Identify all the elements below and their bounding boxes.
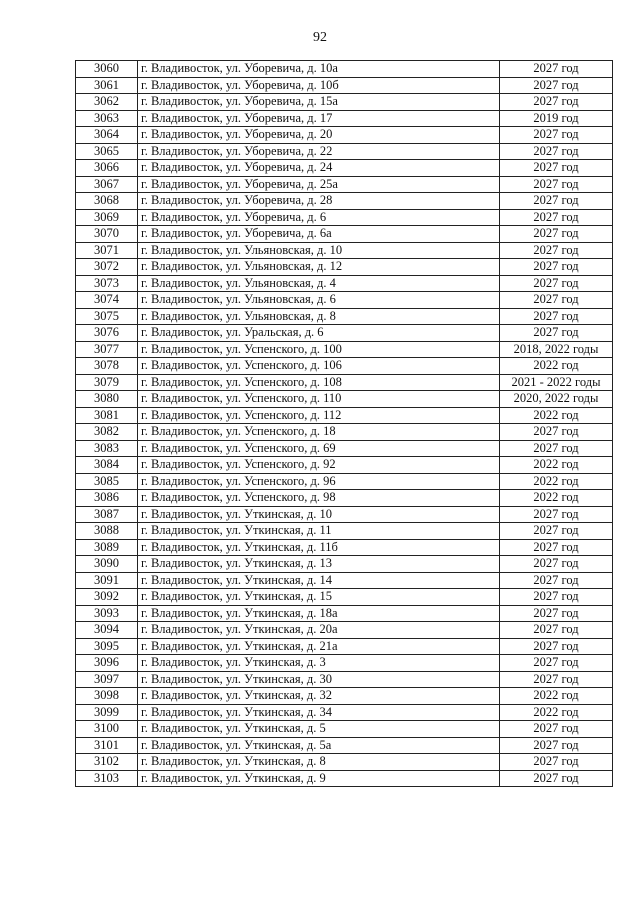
row-number-cell: 3095 — [76, 638, 138, 655]
address-cell: г. Владивосток, ул. Уткинская, д. 11б — [138, 539, 500, 556]
table-row — [76, 358, 613, 375]
table-row — [76, 523, 613, 540]
year-cell: 2027 год — [500, 671, 613, 688]
address-cell: г. Владивосток, ул. Уткинская, д. 11 — [138, 523, 500, 540]
year-cell: 2027 год — [500, 424, 613, 441]
table-row — [76, 589, 613, 606]
address-cell: г. Владивосток, ул. Уткинская, д. 34 — [138, 704, 500, 721]
row-number-cell: 3062 — [76, 94, 138, 111]
page-number: 92 — [313, 30, 327, 45]
address-cell: г. Владивосток, ул. Уборевича, д. 24 — [138, 160, 500, 177]
row-number-cell: 3071 — [76, 242, 138, 259]
row-number-cell: 3080 — [76, 391, 138, 408]
year-cell: 2020, 2022 годы — [500, 391, 613, 408]
row-number-cell: 3089 — [76, 539, 138, 556]
row-number-cell: 3096 — [76, 655, 138, 672]
address-cell: г. Владивосток, ул. Успенского, д. 96 — [138, 473, 500, 490]
address-cell: г. Владивосток, ул. Успенского, д. 108 — [138, 374, 500, 391]
year-cell: 2027 год — [500, 77, 613, 94]
row-number-cell: 3102 — [76, 754, 138, 771]
address-cell: г. Владивосток, ул. Уткинская, д. 5а — [138, 737, 500, 754]
year-cell: 2027 год — [500, 556, 613, 573]
address-cell: г. Владивосток, ул. Успенского, д. 92 — [138, 457, 500, 474]
year-cell: 2027 год — [500, 143, 613, 160]
table-row — [76, 275, 613, 292]
year-cell: 2022 год — [500, 704, 613, 721]
address-cell: г. Владивосток, ул. Ульяновская, д. 6 — [138, 292, 500, 309]
table-row — [76, 391, 613, 408]
year-cell: 2027 год — [500, 308, 613, 325]
year-cell: 2022 год — [500, 473, 613, 490]
address-cell: г. Владивосток, ул. Уборевича, д. 25а — [138, 176, 500, 193]
year-cell: 2027 год — [500, 655, 613, 672]
table-row — [76, 176, 613, 193]
address-cell: г. Владивосток, ул. Уткинская, д. 18а — [138, 605, 500, 622]
table-row — [76, 539, 613, 556]
table-row — [76, 721, 613, 738]
year-cell: 2027 год — [500, 440, 613, 457]
row-number-cell: 3069 — [76, 209, 138, 226]
row-number-cell: 3088 — [76, 523, 138, 540]
row-number-cell: 3077 — [76, 341, 138, 358]
row-number-cell: 3094 — [76, 622, 138, 639]
row-number-cell: 3083 — [76, 440, 138, 457]
table-row — [76, 325, 613, 342]
year-cell: 2027 год — [500, 242, 613, 259]
address-cell: г. Владивосток, ул. Уборевича, д. 17 — [138, 110, 500, 127]
row-number-cell: 3100 — [76, 721, 138, 738]
year-cell: 2027 год — [500, 325, 613, 342]
row-number-cell: 3065 — [76, 143, 138, 160]
year-cell: 2027 год — [500, 176, 613, 193]
table-row — [76, 407, 613, 424]
year-cell: 2021 - 2022 годы — [500, 374, 613, 391]
address-cell: г. Владивосток, ул. Уткинская, д. 3 — [138, 655, 500, 672]
row-number-cell: 3068 — [76, 193, 138, 210]
address-cell: г. Владивосток, ул. Успенского, д. 110 — [138, 391, 500, 408]
address-cell: г. Владивосток, ул. Успенского, д. 100 — [138, 341, 500, 358]
table-row — [76, 61, 613, 78]
year-cell: 2027 год — [500, 61, 613, 78]
year-cell: 2027 год — [500, 589, 613, 606]
year-cell: 2027 год — [500, 605, 613, 622]
table-row — [76, 160, 613, 177]
row-number-cell: 3064 — [76, 127, 138, 144]
address-cell: г. Владивосток, ул. Уборевича, д. 10б — [138, 77, 500, 94]
row-number-cell: 3072 — [76, 259, 138, 276]
address-cell: г. Владивосток, ул. Уборевича, д. 28 — [138, 193, 500, 210]
table-row — [76, 226, 613, 243]
address-cell: г. Владивосток, ул. Успенского, д. 106 — [138, 358, 500, 375]
row-number-cell: 3075 — [76, 308, 138, 325]
table-row — [76, 556, 613, 573]
year-cell: 2027 год — [500, 259, 613, 276]
year-cell: 2027 год — [500, 721, 613, 738]
year-cell: 2027 год — [500, 539, 613, 556]
table-row — [76, 754, 613, 771]
table-row — [76, 457, 613, 474]
address-cell: г. Владивосток, ул. Уборевича, д. 6 — [138, 209, 500, 226]
table-body — [76, 61, 613, 787]
address-cell: г. Владивосток, ул. Успенского, д. 112 — [138, 407, 500, 424]
row-number-cell: 3087 — [76, 506, 138, 523]
row-number-cell: 3091 — [76, 572, 138, 589]
table-row — [76, 655, 613, 672]
table-row — [76, 490, 613, 507]
address-cell: г. Владивосток, ул. Ульяновская, д. 4 — [138, 275, 500, 292]
year-cell: 2027 год — [500, 94, 613, 111]
table-row — [76, 110, 613, 127]
address-cell: г. Владивосток, ул. Уткинская, д. 15 — [138, 589, 500, 606]
year-cell: 2027 год — [500, 506, 613, 523]
year-cell: 2022 год — [500, 688, 613, 705]
row-number-cell: 3060 — [76, 61, 138, 78]
year-cell: 2027 год — [500, 737, 613, 754]
year-cell: 2018, 2022 годы — [500, 341, 613, 358]
table-row — [76, 605, 613, 622]
row-number-cell: 3103 — [76, 770, 138, 787]
row-number-cell: 3085 — [76, 473, 138, 490]
table-row — [76, 143, 613, 160]
address-cell: г. Владивосток, ул. Уборевича, д. 10а — [138, 61, 500, 78]
table-row — [76, 292, 613, 309]
row-number-cell: 3090 — [76, 556, 138, 573]
row-number-cell: 3067 — [76, 176, 138, 193]
address-cell: г. Владивосток, ул. Уборевича, д. 15а — [138, 94, 500, 111]
address-cell: г. Владивосток, ул. Уткинская, д. 5 — [138, 721, 500, 738]
row-number-cell: 3079 — [76, 374, 138, 391]
table-row — [76, 737, 613, 754]
address-cell: г. Владивосток, ул. Уткинская, д. 21а — [138, 638, 500, 655]
year-cell: 2019 год — [500, 110, 613, 127]
year-cell: 2027 год — [500, 638, 613, 655]
row-number-cell: 3061 — [76, 77, 138, 94]
address-cell: г. Владивосток, ул. Уткинская, д. 13 — [138, 556, 500, 573]
row-number-cell: 3076 — [76, 325, 138, 342]
year-cell: 2022 год — [500, 457, 613, 474]
address-cell: г. Владивосток, ул. Успенского, д. 98 — [138, 490, 500, 507]
table-row — [76, 94, 613, 111]
row-number-cell: 3073 — [76, 275, 138, 292]
year-cell: 2022 год — [500, 490, 613, 507]
address-cell: г. Владивосток, ул. Уткинская, д. 30 — [138, 671, 500, 688]
row-number-cell: 3074 — [76, 292, 138, 309]
address-cell: г. Владивосток, ул. Ульяновская, д. 12 — [138, 259, 500, 276]
table-row — [76, 671, 613, 688]
table-row — [76, 127, 613, 144]
year-cell: 2022 год — [500, 407, 613, 424]
year-cell: 2027 год — [500, 193, 613, 210]
address-cell: г. Владивосток, ул. Уткинская, д. 8 — [138, 754, 500, 771]
year-cell: 2022 год — [500, 358, 613, 375]
address-cell: г. Владивосток, ул. Уткинская, д. 14 — [138, 572, 500, 589]
row-number-cell: 3097 — [76, 671, 138, 688]
row-number-cell: 3093 — [76, 605, 138, 622]
row-number-cell: 3070 — [76, 226, 138, 243]
table-row — [76, 770, 613, 787]
table-row — [76, 374, 613, 391]
address-cell: г. Владивосток, ул. Уборевича, д. 20 — [138, 127, 500, 144]
row-number-cell: 3084 — [76, 457, 138, 474]
year-cell: 2027 год — [500, 160, 613, 177]
address-cell: г. Владивосток, ул. Уткинская, д. 20а — [138, 622, 500, 639]
table-row — [76, 622, 613, 639]
year-cell: 2027 год — [500, 523, 613, 540]
address-cell: г. Владивосток, ул. Уральская, д. 6 — [138, 325, 500, 342]
row-number-cell: 3086 — [76, 490, 138, 507]
table-row — [76, 572, 613, 589]
table-row — [76, 193, 613, 210]
table-row — [76, 308, 613, 325]
table-row — [76, 440, 613, 457]
address-cell: г. Владивосток, ул. Уборевича, д. 6а — [138, 226, 500, 243]
table-row — [76, 506, 613, 523]
year-cell: 2027 год — [500, 292, 613, 309]
address-table — [75, 60, 613, 787]
row-number-cell: 3081 — [76, 407, 138, 424]
table-row — [76, 704, 613, 721]
address-cell: г. Владивосток, ул. Успенского, д. 69 — [138, 440, 500, 457]
address-cell: г. Владивосток, ул. Ульяновская, д. 8 — [138, 308, 500, 325]
year-cell: 2027 год — [500, 754, 613, 771]
row-number-cell: 3063 — [76, 110, 138, 127]
year-cell: 2027 год — [500, 770, 613, 787]
row-number-cell: 3082 — [76, 424, 138, 441]
table-row — [76, 209, 613, 226]
table-row — [76, 242, 613, 259]
address-cell: г. Владивосток, ул. Уборевича, д. 22 — [138, 143, 500, 160]
row-number-cell: 3098 — [76, 688, 138, 705]
row-number-cell: 3078 — [76, 358, 138, 375]
address-cell: г. Владивосток, ул. Уткинская, д. 9 — [138, 770, 500, 787]
table-row — [76, 424, 613, 441]
table-row — [76, 77, 613, 94]
address-cell: г. Владивосток, ул. Уткинская, д. 10 — [138, 506, 500, 523]
year-cell: 2027 год — [500, 226, 613, 243]
row-number-cell: 3066 — [76, 160, 138, 177]
address-cell: г. Владивосток, ул. Ульяновская, д. 10 — [138, 242, 500, 259]
table-row — [76, 259, 613, 276]
row-number-cell: 3099 — [76, 704, 138, 721]
year-cell: 2027 год — [500, 209, 613, 226]
table-row — [76, 638, 613, 655]
row-number-cell: 3092 — [76, 589, 138, 606]
year-cell: 2027 год — [500, 572, 613, 589]
year-cell: 2027 год — [500, 622, 613, 639]
address-cell: г. Владивосток, ул. Успенского, д. 18 — [138, 424, 500, 441]
year-cell: 2027 год — [500, 127, 613, 144]
table-row — [76, 341, 613, 358]
table-row — [76, 473, 613, 490]
address-cell: г. Владивосток, ул. Уткинская, д. 32 — [138, 688, 500, 705]
row-number-cell: 3101 — [76, 737, 138, 754]
year-cell: 2027 год — [500, 275, 613, 292]
table-row — [76, 688, 613, 705]
